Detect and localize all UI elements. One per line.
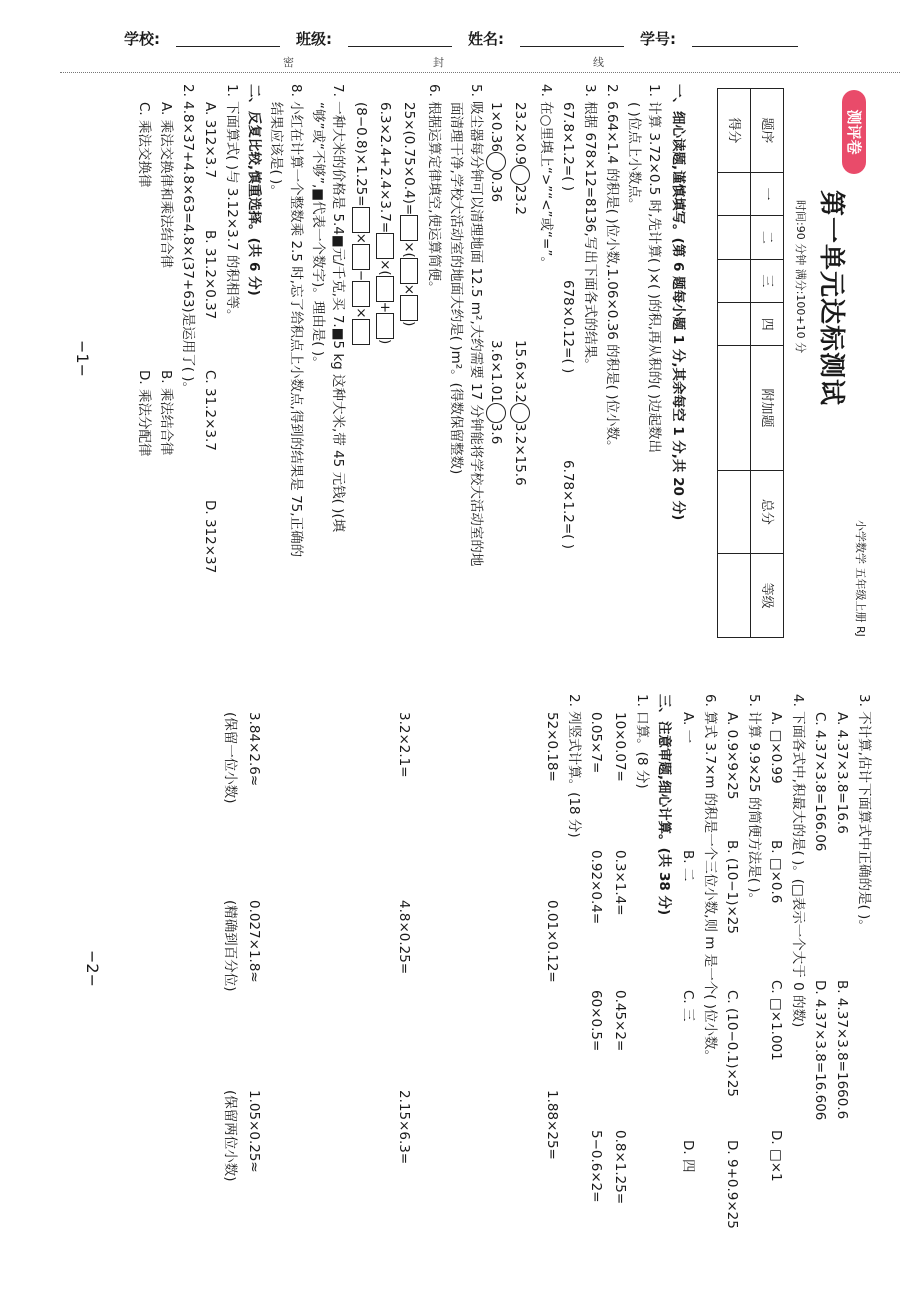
oral-heading: 1. 口算。(8 分) [634,694,650,789]
question-2: 2. 6.64×1.4 的积是( )位小数,1.06×0.36 的积是( )位小数。 [604,84,620,454]
score-header-cell: 四 [751,303,784,346]
calc-note: (保留一位小数) [222,712,238,804]
question-5: 5. 吸尘器每分钟可以清理地面 12.5 m²,大约需要 17 分钟能将学校大活动室的地 [468,84,484,567]
question-6: 6. 根据运算定律填空,使运算简便。 [426,84,442,295]
seal-mi: 密 [280,54,297,70]
compare-right: 23.2 [512,184,528,215]
class-label: 班级: [296,30,332,48]
choice-2-option[interactable]: D. 乘法分配律 [136,370,152,457]
answer-box[interactable] [352,319,370,345]
choice-5: 5. 计算 9.9×25 的简便方法是( )。 [746,694,762,907]
calc-item: 52×0.18= [544,712,560,782]
choice-6-option[interactable]: B. 二 [680,850,696,882]
student-no-label: 学号: [640,30,676,48]
question-8: 8. 小红在计算一个整数乘 2.5 时,忘了给积点上小数点,得到的结果是 75,正确的 [288,84,304,558]
choice-2-option[interactable]: B. 乘法结合律 [158,370,174,456]
page-number: −2− [83,950,102,987]
answer-box[interactable] [376,233,394,259]
compare-row-2 [510,340,530,486]
vertical-calc-heading: 2. 列竖式计算。(18 分) [566,694,582,838]
choice-1-option[interactable]: D. 312×37 [202,500,218,574]
choice-4-option[interactable]: D. □×1 [768,1130,784,1182]
oral-item: 0.92×0.4= [588,850,604,925]
oral-item: 60×0.5= [588,990,604,1052]
score-header-cell: 总分 [751,470,784,554]
choice-3-option[interactable]: D. 4.37×3.8=16.606 [812,980,828,1121]
choice-6-option[interactable]: C. 三 [680,990,696,1022]
compare-row-1 [510,102,530,215]
test-title: 第一单元达标测试 [816,190,846,407]
calc-item: 0.01×0.12= [544,900,560,983]
choice-4: 4. 下面各式中,积最大的是( )。(□表示一个大于 0 的数) [790,694,806,1028]
choice-5-option[interactable]: D. 9+0.9×25 [724,1140,740,1229]
student-no-field[interactable] [692,46,798,47]
question-1: 1. 计算 3.72×0.5 时,先计算( )×( )的积,再从积的( )边起数出 [646,84,662,453]
seal-line [60,56,900,73]
score-header-cell: 附加题 [751,346,784,470]
calc-item: 1.05×0.25≈ [246,1090,262,1173]
score-header-cell: 二 [751,216,784,259]
calc-item: 3.84×2.6≈ [246,712,262,787]
answer-box[interactable] [400,258,418,284]
calc-item: 4.8×0.25= [396,900,412,975]
compare-row-4 [486,340,506,444]
answer-box[interactable] [376,276,394,302]
compare-circle[interactable] [486,152,506,172]
choice-4-option[interactable]: A. □×0.99 [768,712,784,784]
oral-item: 0.45×2= [612,990,628,1052]
score-cell[interactable] [718,303,751,346]
school-label: 学校: [124,30,160,48]
choice-3-option[interactable]: C. 4.37×3.8=166.06 [812,712,828,852]
page-one [30,80,880,640]
compare-right: 0.36 [488,171,504,203]
choice-2-option[interactable]: C. 乘法交换律 [136,102,152,188]
question-3c: 6.78×1.2=( ) [560,460,576,549]
choice-6-option[interactable]: A. 一 [680,712,696,744]
question-5-cont: 面清理干净,学校大活动室的地面大约是( )m²。(得数保留整数) [448,102,464,475]
question-6b-text: 6.3×2.4+2.4×3.7= [377,102,393,234]
page-two [60,690,880,1290]
choice-3: 3. 不计算,估计下面算式中正确的是( )。 [856,694,872,933]
oral-item: 0.05×7= [588,712,604,774]
question-8-cont: 结果应该是( )。 [268,102,284,198]
compare-left: 15.6×3.2 [512,340,528,403]
question-3b: 678×0.12=( ) [560,280,576,374]
calc-note: (保留两位小数) [222,1090,238,1182]
choice-2: 2. 4.8×37+4.8×63=4.8×(37+63)是运用了( )。 [180,84,196,396]
choice-3-option[interactable]: B. 4.37×3.8=1660.6 [834,980,850,1120]
calc-note: (精确到百分位) [222,900,238,992]
answer-box[interactable] [400,215,418,241]
compare-row-3 [486,102,506,202]
section-one-heading: 一、细心读题,谨慎填写。(第 6 题每小题 1 分,其余每空 1 分,共 20 分) [670,84,686,521]
section-three-heading: 三、注意审题,细心计算。(共 38 分) [656,694,672,916]
choice-1-option[interactable]: A. 312×3.7 [202,102,218,179]
choice-1-option[interactable]: B. 31.2×0.37 [202,230,218,320]
school-field[interactable] [176,46,280,47]
compare-left: 1×0.36 [488,102,504,152]
question-6a-text: 25×(0.75×0.4)= [401,102,417,216]
score-row-label: 得分 [718,89,751,173]
question-4: 4. 在○里填上“>”“<”或“=”。 [538,84,554,270]
calc-item: 0.027×1.8≈ [246,900,262,983]
question-6b: 6.3×2.4+2.4×3.7=×(+) [377,102,393,345]
compare-right: 3.6 [488,422,504,445]
question-3a: 67.8×1.2=( ) [560,102,576,191]
answer-box[interactable] [376,313,394,339]
compare-circle[interactable] [486,403,506,423]
compare-circle[interactable] [510,165,530,185]
answer-box[interactable] [352,207,370,233]
score-table [717,88,784,638]
score-cell[interactable] [718,216,751,259]
question-7: 7. 一种大米的价格是 5.4■元/千克,买 7.■5 kg 这种大米,带 45 元钱( )(填 [330,84,346,533]
question-1-cont: ( )位点上小数点。 [626,102,642,212]
choice-6: 6. 算式 3.7×m 的积是一个三位小数,则 m 是一个( )位小数。 [702,694,718,1064]
choice-5-option[interactable]: A. 0.9×9×25 [724,712,740,800]
oral-item: 0.8×1.25= [612,1130,628,1205]
question-7-cont: “够”或“不够”,■代表一个数字)。理由是( )。 [310,102,326,370]
test-time: 时间:90 分钟 满分:100+10 分 [794,200,807,354]
score-cell[interactable] [718,259,751,302]
answer-box[interactable] [352,281,370,307]
oral-item: 10×0.07= [612,712,628,782]
test-badge: 测评卷 [842,90,866,174]
page-number: −1− [73,340,92,377]
choice-4-option[interactable]: C. □×1.001 [768,980,784,1061]
class-field[interactable] [348,46,452,47]
choice-6-option[interactable]: D. 四 [680,1140,696,1173]
question-6c-text: (8−0.8)×1.25= [353,102,369,207]
choice-4-option[interactable]: B. □×0.6 [768,840,784,904]
oral-item: 0.3×1.4= [612,850,628,916]
compare-left: 3.6×1.01 [488,340,504,403]
choice-3-option[interactable]: A. 4.37×3.8=16.6 [834,712,850,834]
compare-left: 23.2×0.9 [512,102,528,165]
oral-item: 5−0.6×2= [588,1130,604,1203]
choice-1: 1. 下面算式( )与 3.12×3.7 的积相等。 [224,84,240,323]
calc-item: 1.88×25= [544,1090,560,1160]
question-6a: 25×(0.75×0.4)=×(×) [401,102,417,327]
choice-5-option[interactable]: C. (10−0.1)×25 [724,990,740,1097]
score-cell[interactable] [718,470,751,554]
score-header-cell: 题序 [751,89,784,173]
answer-box[interactable] [400,295,418,321]
score-cell[interactable] [718,554,751,638]
seal-feng: 封 [430,54,447,70]
score-header-cell: 一 [751,172,784,215]
compare-circle[interactable] [510,403,530,423]
score-cell[interactable] [718,172,751,215]
choice-1-option[interactable]: C. 31.2×3.7 [202,370,218,451]
question-3: 3. 根据 678×12=8136,写出下面各式的结果。 [582,84,598,372]
score-cell[interactable] [718,346,751,470]
calc-item: 3.2×2.1= [396,712,412,778]
question-6c: (8−0.8)×1.25=×−× [352,102,370,345]
subject-label: 小学数学 五年级上册 RJ [854,520,867,637]
seal-xian: 线 [590,54,607,70]
answer-box[interactable] [352,244,370,270]
choice-5-option[interactable]: B. (10−1)×25 [724,840,740,934]
score-header-cell: 三 [751,259,784,302]
score-header-cell: 等级 [751,554,784,638]
calc-item: 2.15×6.3= [396,1090,412,1165]
compare-right: 3.2×15.6 [512,422,528,486]
choice-2-option[interactable]: A. 乘法交换律和乘法结合律 [158,102,174,269]
section-two-heading: 二、反复比较,慎重选择。(共 6 分) [246,84,262,296]
name-label: 姓名: [468,30,504,48]
name-field[interactable] [520,46,624,47]
